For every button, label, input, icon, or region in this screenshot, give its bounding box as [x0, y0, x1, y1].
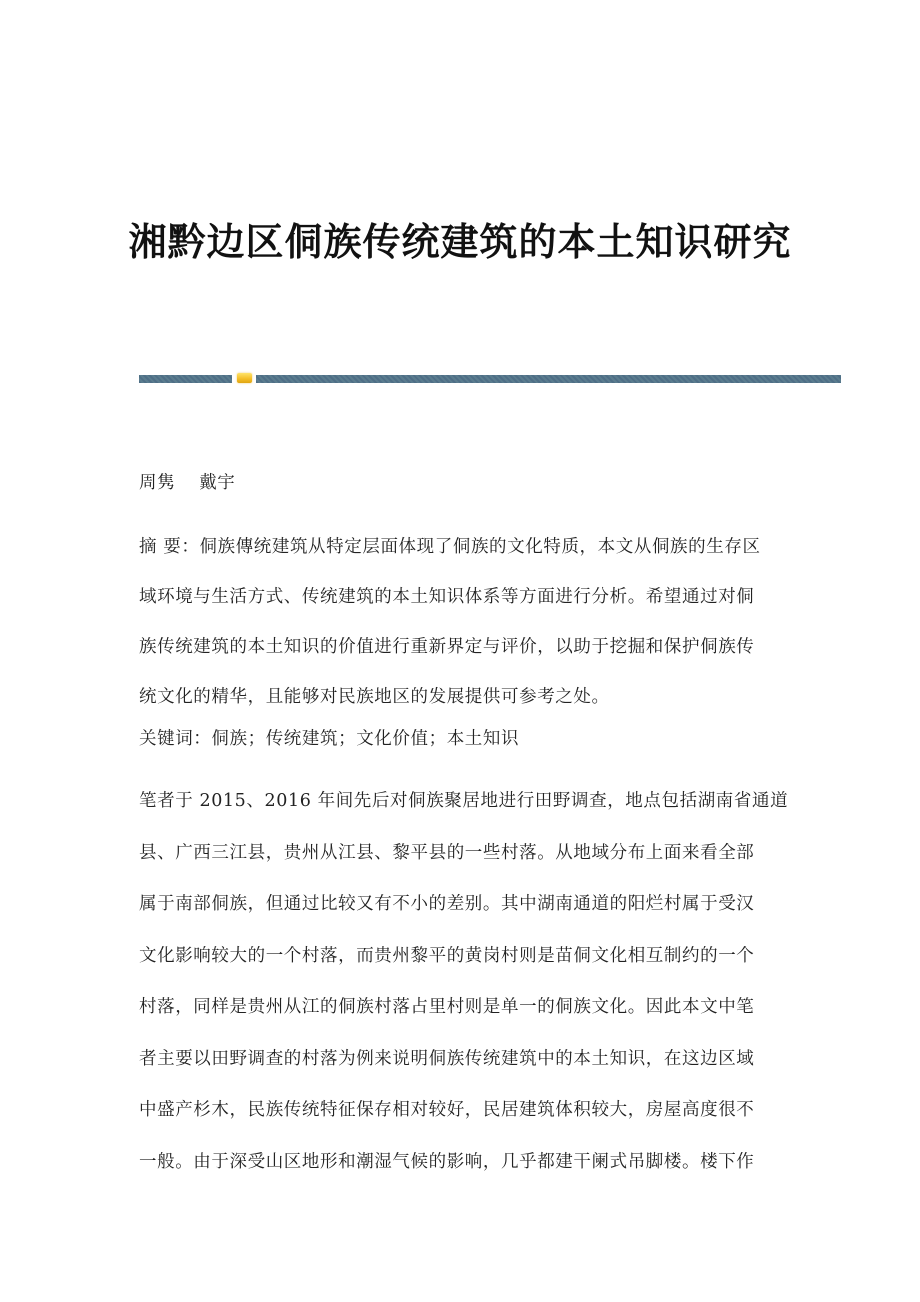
body-paragraph [139, 776, 799, 1188]
paragraph-line: 村落，同样是贵州从江的侗族村落占里村则是单一的侗族文化。因此本文中笔 [139, 997, 755, 1017]
abstract-line: 族传统建筑的本土知识的价值进行重新界定与评价，以助于挖掘和保护侗族传 [139, 637, 755, 657]
paragraph-line: 笔者于 2015、2016 年间先后对侗族聚居地进行田野调查，地点包括湖南省通道 [139, 791, 789, 811]
paragraph-line: 中盛产杉木，民族传统特征保存相对较好，民居建筑体积较大，房屋高度很不 [139, 1100, 755, 1120]
author-name: 周隽 [139, 473, 176, 493]
paragraph-line: 者主要以田野调查的村落为例来说明侗族传统建筑中的本土知识，在这边区域 [139, 1048, 755, 1069]
author-line [139, 466, 799, 501]
document-title: 湘黔边区侗族传统建筑的本土知识研究 [128, 220, 792, 264]
keywords-line: 关键词：侗族；传统建筑；文化价值；本土知识 [139, 729, 520, 749]
title-divider [139, 375, 841, 384]
abstract-line: 域环境与生活方式、传统建筑的本土知识体系等方面进行分析。希望通过对侗 [139, 587, 755, 607]
gold-gem-ornament-icon [237, 373, 252, 383]
divider-bar-left [139, 375, 232, 383]
paragraph-line: 属于南部侗族，但通过比较又有不小的差别。其中湖南通道的阳烂村属于受汉 [139, 894, 755, 914]
abstract-line: 统文化的精华，且能够对民族地区的发展提供可参考之处。 [139, 687, 610, 707]
paragraph-line: 一般。由于深受山区地形和潮湿气候的影响，几乎都建干阑式吊脚楼。楼下作 [139, 1151, 755, 1172]
author-name: 戴宇 [199, 473, 236, 493]
abstract [139, 522, 799, 722]
paragraph-line: 县、广西三江县，贵州从江县、黎平县的一些村落。从地域分布上面来看全部 [139, 842, 755, 863]
paragraph-line: 文化影响较大的一个村落，而贵州黎平的黄岗村则是苗侗文化相互制约的一个 [139, 945, 755, 966]
divider-bar-right [256, 375, 841, 383]
abstract-line: 摘 要：侗族傳统建筑从特定层面体现了侗族的文化特质，本文从侗族的生存区 [139, 537, 761, 557]
